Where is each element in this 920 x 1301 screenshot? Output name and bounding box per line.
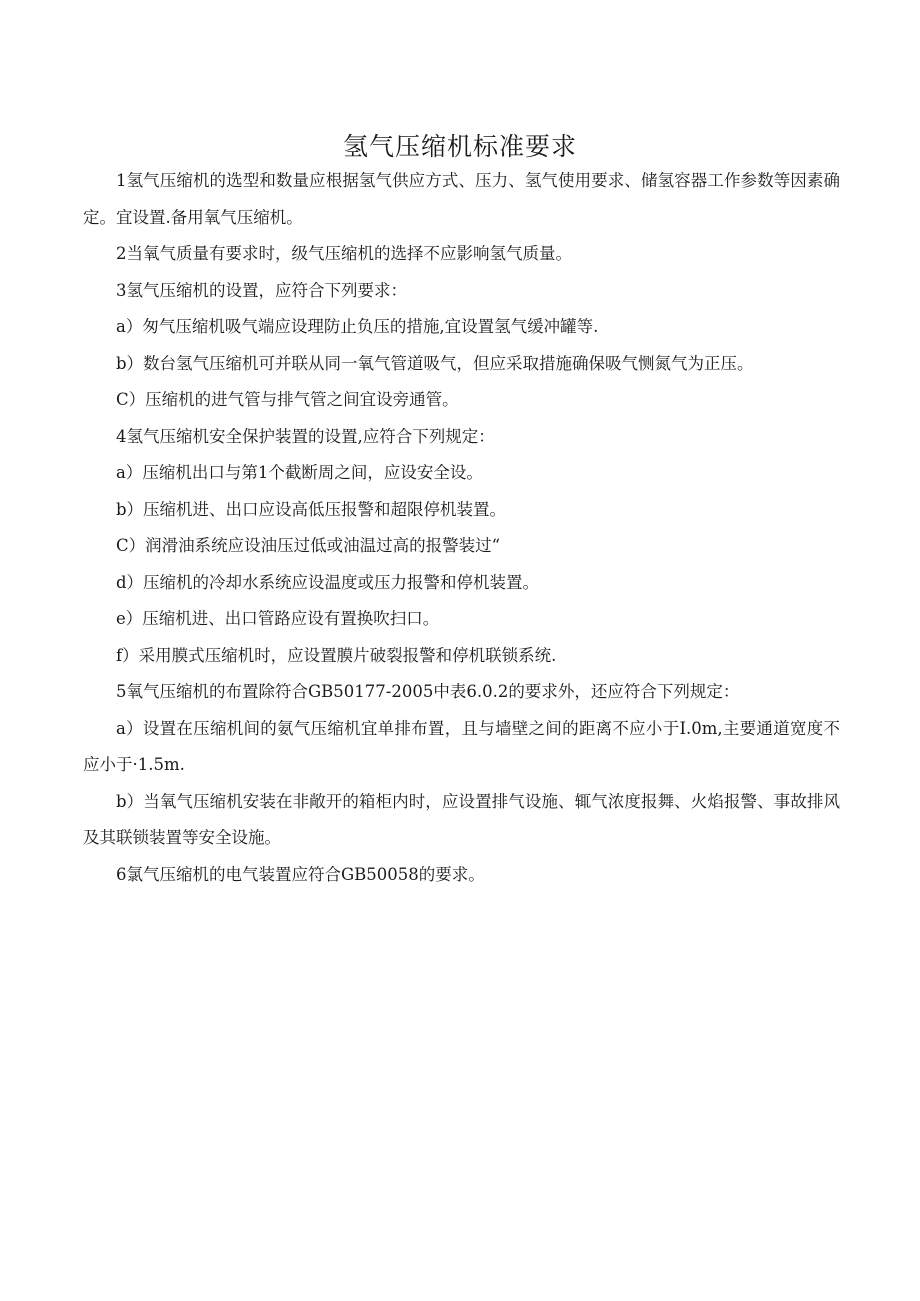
paragraph-2: 2当氧气质量有要求时，级气压缩机的选择不应影响氢气质量。	[116, 244, 572, 263]
paragraph-5: 5氧气压缩机的布置除符合GB50177-2005中表6.0.2的要求外，还应符合下列规定：	[116, 682, 740, 701]
paragraph-3a: a）匆气压缩机吸气端应设理防止负压的措施,宜设置氢气缓冲罐等.	[116, 317, 599, 336]
document-body	[83, 163, 840, 893]
paragraph-4c: C）润滑油系统应设油压过低或油温过高的报警装过“	[116, 536, 501, 555]
paragraph-4: 4氢气压缩机安全保护装置的设置,应符合下列规定：	[116, 426, 495, 446]
paragraph-3b: b）数台氢气压缩机可并联从同一氧气管道吸气，但应采取措施确保吸气恻氮气为正压。	[116, 353, 754, 373]
paragraph-4e: e）压缩机进、出口管路应设有置换吹扫口。	[116, 609, 440, 628]
paragraph-4a: a）压缩机出口与第1个截断周之间，应设安全设。	[116, 463, 483, 482]
paragraph-3c: C）压缩机的进气管与排气管之间宜设旁通管。	[116, 390, 459, 409]
paragraph-6: 6氯气压缩机的电气装置应符合GB50058的要求。	[116, 864, 485, 884]
paragraph-4b: b）压缩机进、出口应设高低压报警和超限停机装置。	[116, 499, 507, 519]
paragraph-4f: f）采用膜式压缩机时，应设置膜片破裂报警和停机联锁系统.	[116, 645, 557, 665]
paragraph-5b: b）当氧气压缩机安装在非敞开的箱柜内时，应设置排气设施、辄气浓度报舞、火焰报警、事故排风及其联锁装置等安全设施。	[83, 791, 840, 847]
paragraph-3: 3氢气压缩机的设置，应符合下列要求：	[116, 280, 407, 300]
paragraph-1: 1氢气压缩机的选型和数量应根据氢气供应方式、压力、氢气使用要求、储氢容器工作参数等因素确定。宜设置.备用氧气压缩机。	[83, 171, 840, 227]
document-title: 氢气压缩机标准要求	[342, 131, 577, 161]
paragraph-5a: a）设置在压缩机间的氨气压缩机宜单排布置，且与墙壁之间的距离不应小于I.0m,主要通道宽度不应小于·1.5m.	[83, 718, 840, 774]
paragraph-4d: d）压缩机的冷却水系统应设温度或压力报警和停机装置。	[116, 572, 540, 592]
